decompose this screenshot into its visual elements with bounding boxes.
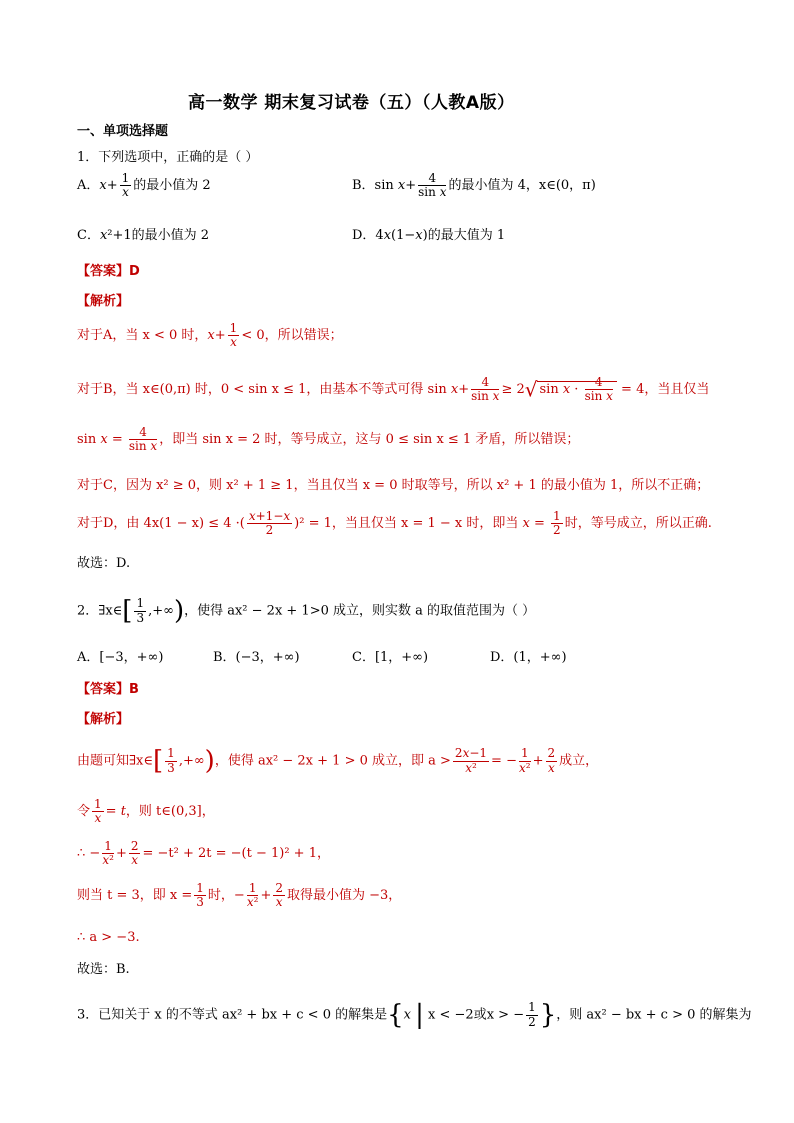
q1-option-d: D．4x(1−x)的最大值为 1: [352, 228, 506, 243]
q1-analysis-a: 对于A，当 x < 0 时，x+ $\frac{1}{x}$ < 0，所以错误；: [77, 321, 343, 350]
q1-option-c: C．x²+1的最小值为 2: [77, 228, 210, 243]
q2-analysis-5: ∴ a > −3.: [77, 930, 140, 945]
q2-answer: 【答案】B: [77, 682, 139, 697]
q2-option-d: D．(1，+∞): [490, 650, 567, 665]
q3-stem: 3．已知关于 x 的不等式 ax² + bx + c < 0 的解集是{x | x < −2或x > − $\frac{1}{2}$ }，则 ax² − bx + c > 0 的解集为: [77, 1000, 752, 1030]
q1-answer: 【答案】D: [77, 264, 140, 279]
q2-analysis-label: 【解析】: [77, 712, 130, 727]
q2-analysis-2: 令 $\frac{1}{x}$ = t，则 t∈(0,3]，: [77, 797, 215, 826]
q1-option-b: B．sin x+ $\frac{4}{\text{sin x}}$ 的最小值为 4，x∈(0，π): [352, 171, 596, 200]
q2-option-a: A．[−3，+∞): [77, 650, 164, 665]
q2-analysis-4: 则当 t = 3，即 x = $\frac{1}{3}$ 时，− $\frac{1}{\text{x²}}$ + $\frac{2}{x}$ 取得最小值为 −3，: [77, 881, 402, 910]
q2-analysis-3: ∴ − $\frac{1}{\text{x²}}$ + $\frac{2}{x}$ = −t² + 2t = −(t − 1)² + 1，: [77, 839, 330, 868]
section-heading: 一、单项选择题: [77, 124, 169, 139]
q1-conclusion: 故选：D.: [77, 556, 131, 571]
q1-analysis-c: 对于C，因为 x² ≥ 0，则 x² + 1 ≥ 1，当且仅当 x = 0 时取等号，所以 x² + 1 的最小值为 1，所以不正确；: [77, 478, 710, 493]
q2-option-c: C．[1，+∞): [352, 650, 429, 665]
q1-stem: 1．下列选项中，正确的是（ ）: [77, 150, 259, 165]
q1-analysis-b1: 对于B，当 x∈(0,π) 时，0 < sin x ≤ 1，由基本不等式可得 sin x+ $\frac{4}{\text{sin x}}$ ≥ 2√ sin x · $\frac{4}{\text{sin x}}$ = 4，当且仅当: [77, 375, 710, 404]
q2-option-b: B．(−3，+∞): [213, 650, 300, 665]
page-title: 高一数学 期末复习试卷（五）（人教A版）: [188, 93, 515, 113]
q1-option-a: A．x+ $\frac{1}{x}$ 的最小值为 2: [77, 171, 211, 200]
q1-analysis-label: 【解析】: [77, 294, 130, 309]
q1-analysis-b2: sin x = $\frac{4}{\text{sin x}}$ ，即当 sin x = 2 时，等号成立，这与 0 ≤ sin x ≤ 1 矛盾，所以错误；: [77, 425, 580, 454]
q2-analysis-1: 由题可知∃x∈[ $\frac{1}{3}$ ,+∞)，使得 ax² − 2x + 1 > 0 成立，即 a > $\frac{2x-1}{\text{x²}}$ = − $\frac{1}{\text{x²}}$ + $\frac{2}{x}$ 成立，: [77, 746, 599, 776]
q2-stem: 2．∃x∈[ $\frac{1}{3}$ ,+∞)，使得 ax² − 2x + 1>0 成立，则实数 a 的取值范围为（ ）: [77, 596, 536, 626]
q2-conclusion: 故选：B.: [77, 962, 130, 977]
q1-analysis-d: 对于D，由 4x(1 − x) ≤ 4 ·( $\frac{x+1-x}{2}$ )² = 1，当且仅当 x = 1 − x 时，即当 x = $\frac{1}{2}$ 时，等号成立，所以正确.: [77, 509, 712, 538]
